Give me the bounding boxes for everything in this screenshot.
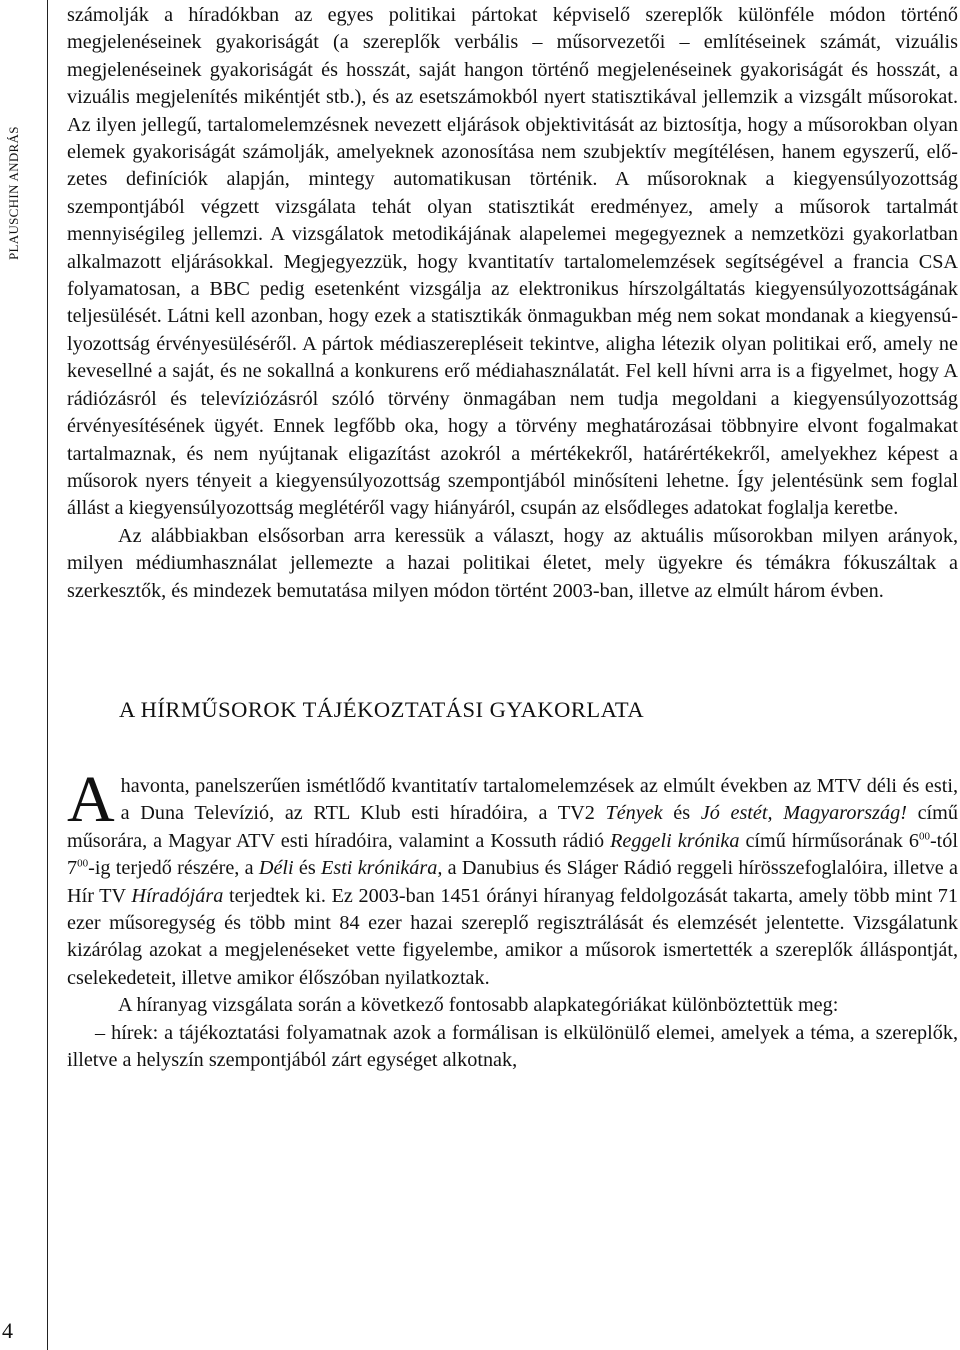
- lead-text-8: a Danubius és Sláger Rádió reggeli hírösszefoglalóira, illetve a Hír TV: [67, 857, 959, 907]
- lead-text-1: havonta, panelszerűen ismétlődő kvantitatív tartalomelemzések az elmúlt években az MTV déli és esti, a Duna Televízió, az RTL Klub esti híradóira, a TV2: [120, 774, 958, 825]
- margin-rule: [47, 0, 48, 1350]
- lead-text-2: és: [662, 802, 701, 825]
- lead-text-3: című műsorára, a Magyar ATV esti híradóira, valamint a Kossuth rádió: [67, 802, 958, 852]
- lead-italic-1: Tények: [605, 802, 663, 825]
- running-head: PLAUSCHIN ANDRÁS: [6, 126, 21, 260]
- lead-sup-1: 00: [918, 830, 930, 843]
- drop-cap: A: [67, 762, 115, 836]
- lead-text-4: című hírműsorának 6: [739, 829, 919, 852]
- lead-sup-2: 00: [77, 857, 89, 870]
- page-number: 4: [2, 1318, 13, 1343]
- lead-italic-5: Esti krónikára,: [321, 857, 443, 880]
- lead-text-5: -tól 7: [67, 829, 958, 880]
- paragraph-2: Az alábbiakban elsősorban arra keressük a választ, hogy az aktuális műsorokban milyen arányok, milyen médiumhasználat jellemezte a hazai politikai életet, mely ügyekre és témákra fókuszáltak a szerkesztők, és mindezek bemutatása milyen módon történt 2003-ban, illetve az elmúlt három évben.: [67, 524, 958, 602]
- lead-paragraph: [67, 762, 959, 992]
- lead-italic-2: Jó estét, Magyarország!: [700, 802, 907, 825]
- paragraph-1: számolják a híradókban az egyes politikai pártokat képviselő szereplők különféle módon történő megjelenéseinek gyakoriságát (a szereplők verbális – műsorvezetői – említéseinek számát, vizuális megjelenéseinek gyakoriságát és hosszát, saját hangon történő megjelenéseinek gyakoriságát és hosszát, a vizuális megjelenítés mikéntjét stb.), és az esetszámokból nyert statisztikával jellemzik a vizsgált műsorokat. Az ilyen jellegű, tartalomelemzésnek nevezett eljárások objektivitását az biztosítja, hogy a műsorokban olyan elemek gyakoriságát számolják, amelyeknek azonosítása nem szubjektív megítélésen, hanem egyszerű, előzetes definíciók alapján, mintegy automatikusan történik. A műsoroknak a kiegyensúlyozottság szempontjából végzett vizsgálata tehát olyan statisztikát eredményez, amely a műsorok tartalmát mennyiségileg jellemzi. A vizsgálatok metodikájának alapelemei megegyeznek a nemzetközi gyakorlatban alkalmazott eljárásokkal. Megjegyezzük, hogy kvantitatív tartalomelemzések segítségével a francia CSA folyamatosan, a BBC pedig esetenként vizsgálja az elektronikus hírszolgáltatás kiegyensúlyozottságának teljesülését. Látni kell azonban, hogy ezek a statisztikák önmagukban még nem sokat mondanak a kiegyensúlyozottság érvényesüléséről. A pártok médiaszerepléseit tekintve, aligha létezik olyan politikai erő, amely ne kevesellné a saját, és ne sokallná a konkurens erő médiahasználatát. Fel kell hívni arra is a figyelmet, hogy A rádiózásról és televíziózásról szóló törvény önmagában nem tudja megoldani a kiegyensúlyozottság érvényesítésének ügyét. Ennek legfőbb oka, hogy a törvény meghatározásai többnyire elvont fogalmakat tartalmaznak, és nem nyújtanak eligazítást azokról a mértékekről, határértékekről, amelyekhez képest a műsorok nyers tényeit a kiegyensúlyozottság szempontjából minősíteni lehetne. Így jelentésünk sem foglal állást a kiegyensúlyozottság meglétéről vagy hiányáról, csupán az elsődleges adatokat foglalja keretbe.: [67, 4, 958, 520]
- lead-text-7: és: [293, 857, 322, 880]
- list-item: – hírek: a tájékoztatási folyamatnak azok a formálisan is elkülönülő elemei, amelyek a téma, a szereplők, illetve a helyszín szempontjából zárt egységet alkotnak,: [67, 1021, 958, 1071]
- lead-italic-3: Reggeli krónika: [610, 829, 740, 852]
- lead-italic-4: Déli: [258, 857, 294, 880]
- lead-text-6: -ig terjedő részére, a: [88, 857, 259, 880]
- section-title: A HÍRMŰSOROK TÁJÉKOZTATÁSI GYAKORLATA: [119, 696, 645, 722]
- lead-text-9: terjedtek ki. Ez 2003-ban 1451 órányi híranyag feldolgozását takarta, amely több mint 71 ezer műsoregység és több mint 84 ezer hazai szereplő regisztrálását és elemzését jelentette. Vizsgálatunk kizárólag azokat a megjelenéseket vette figyelembe, amikor a műsorok ismertették a szereplők álláspontját, cselekedeteit, illetve amikor élőszóban nyilatkoztak.: [67, 884, 958, 989]
- text-column: [67, 2, 958, 1074]
- lead-italic-6: Híradójára: [131, 884, 224, 907]
- paragraph-4: A híranyag vizsgálata során a következő fontosabb alapkategóriákat különböztettük meg:: [118, 994, 839, 1017]
